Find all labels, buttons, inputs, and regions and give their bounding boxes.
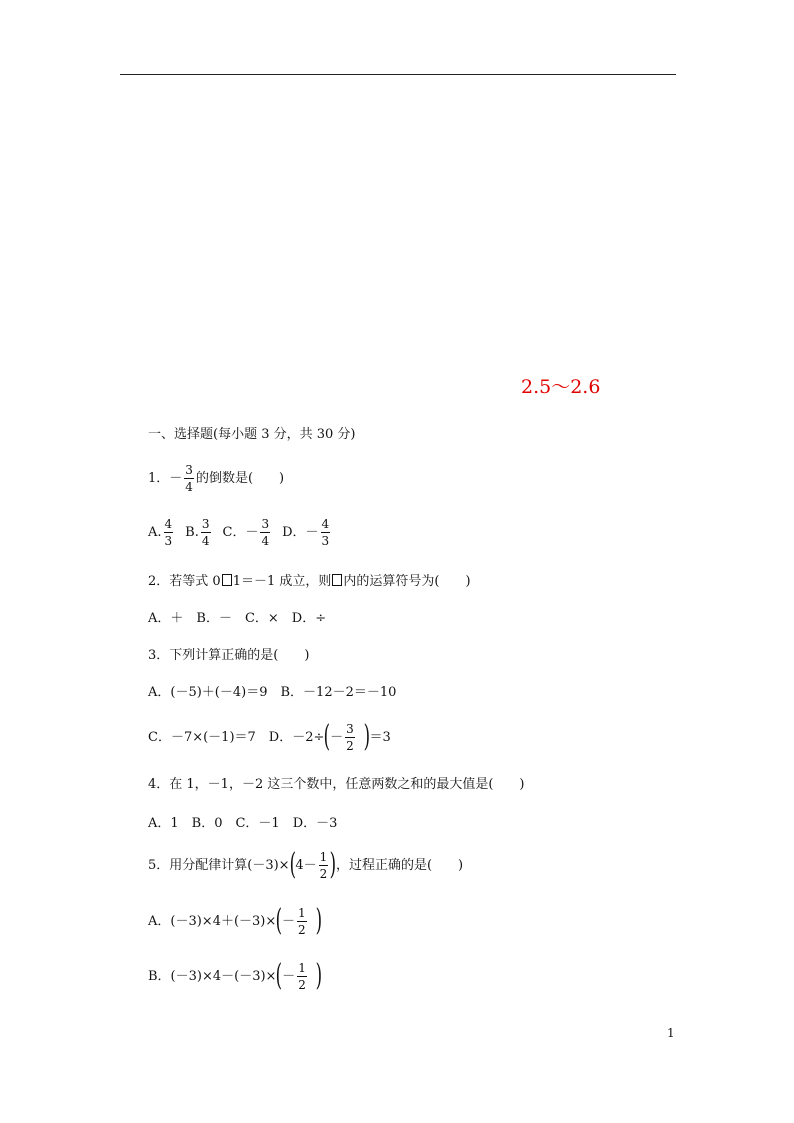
q3-options-ab: A．(－5)＋(－4)＝9 B．－12－2＝－10 [148,685,397,700]
q5-option-b-fraction [297,962,307,991]
q1-option-b-num: 3 [201,517,210,531]
q5-option-b-left-paren: ( [276,958,283,993]
q3-options-cd [148,719,391,754]
q1-option-d-frac [321,518,331,547]
q2-options: A．＋ B．－ C．× D．÷ [148,611,327,626]
section-heading: 一、选择题(每小题 3 分，共 30 分) [148,427,356,442]
q3-d-frac-num: 3 [346,721,354,736]
q5-frac-num: 1 [319,849,328,864]
q5-left-paren: ( [289,847,296,882]
question-1 [148,464,284,493]
q1-option-a-den: 3 [164,534,173,548]
q5-right-paren: ) [329,847,337,882]
q2-blank-box-ref [332,574,342,586]
q5-inner: 4－ [295,857,317,873]
question-3: 3．下列计算正确的是( ) [148,648,310,663]
q1-options [148,518,332,547]
q1-option-c-num: 3 [261,517,270,531]
q1-option-d-den: 3 [321,534,330,548]
q1-option-d-label: D．－ [282,525,319,540]
q1-option-a-num: 4 [164,517,173,531]
question-5 [148,847,464,882]
q1-option-a-label: A. [148,525,162,540]
q1-option-c-den: 4 [261,534,270,548]
q5-pre: 5．用分配律计算(－3)× [148,857,290,873]
q2-blank-box [222,574,232,586]
q1-option-d-num: 4 [321,517,330,531]
q3-d-fraction [345,723,355,752]
q5-option-b-den: 2 [298,977,306,992]
q3-d-minus: － [330,729,344,745]
q5-option-a-text: A．(－3)×4＋(－3)× [148,913,277,929]
q5-post: ，过程正确的是( ) [335,857,464,873]
q3-right-paren: ) [363,719,370,754]
q5-option-a-fraction [297,907,307,936]
q1-option-b-label: B. [185,525,199,540]
q2-mid: 1＝－1 成立，则 [232,574,332,589]
q1-fraction [184,464,194,493]
q5-option-a-num: 1 [298,905,306,920]
q3-left-paren: ( [324,719,331,754]
q1-number: 1． [148,471,170,486]
q2-post: 内的运算符号为( ) [343,574,471,589]
q5-option-a-left-paren: ( [275,903,283,938]
q5-option-b-text: B．(－3)×4－(－3)× [148,968,277,984]
section-range-title: 2.5～2.6 [521,376,601,398]
question-2 [148,574,471,588]
q5-option-a-right-paren: ) [315,903,322,938]
q1-minus: － [169,471,183,486]
q3-options-c: C．－7×(－1)＝7 D．－2÷ [148,729,325,745]
q3-d-equals: ＝3 [369,729,391,745]
q1-option-b-den: 4 [201,534,210,548]
q1-option-c-frac [260,518,270,547]
q1-frac-den: 4 [185,480,193,494]
q5-option-b-num: 1 [298,960,306,975]
q4-options: A．1 B．0 C．－1 D．－3 [148,816,338,831]
q5-fraction [319,851,329,880]
q1-option-c-label: C．－ [222,525,259,540]
q5-option-b-right-paren: ) [315,958,322,993]
q5-option-a-minus: － [282,913,296,929]
q3-d-frac-den: 2 [346,738,354,753]
header-rule [120,74,676,75]
page-number: 1 [667,1026,675,1040]
q2-pre: 2．若等式 0 [148,574,221,589]
q1-option-a-frac [164,518,174,547]
question-4: 4．在 1，－1，－2 这三个数中，任意两数之和的最大值是( ) [148,777,525,792]
q5-option-a-den: 2 [298,922,306,937]
q5-frac-den: 2 [319,866,328,881]
q1-frac-num: 3 [185,463,193,477]
q5-option-a [148,903,322,938]
q1-option-b-frac [201,518,211,547]
q5-option-b-minus: － [282,968,296,984]
q1-rest: 的倒数是( ) [195,471,285,486]
q5-option-b [148,958,322,993]
